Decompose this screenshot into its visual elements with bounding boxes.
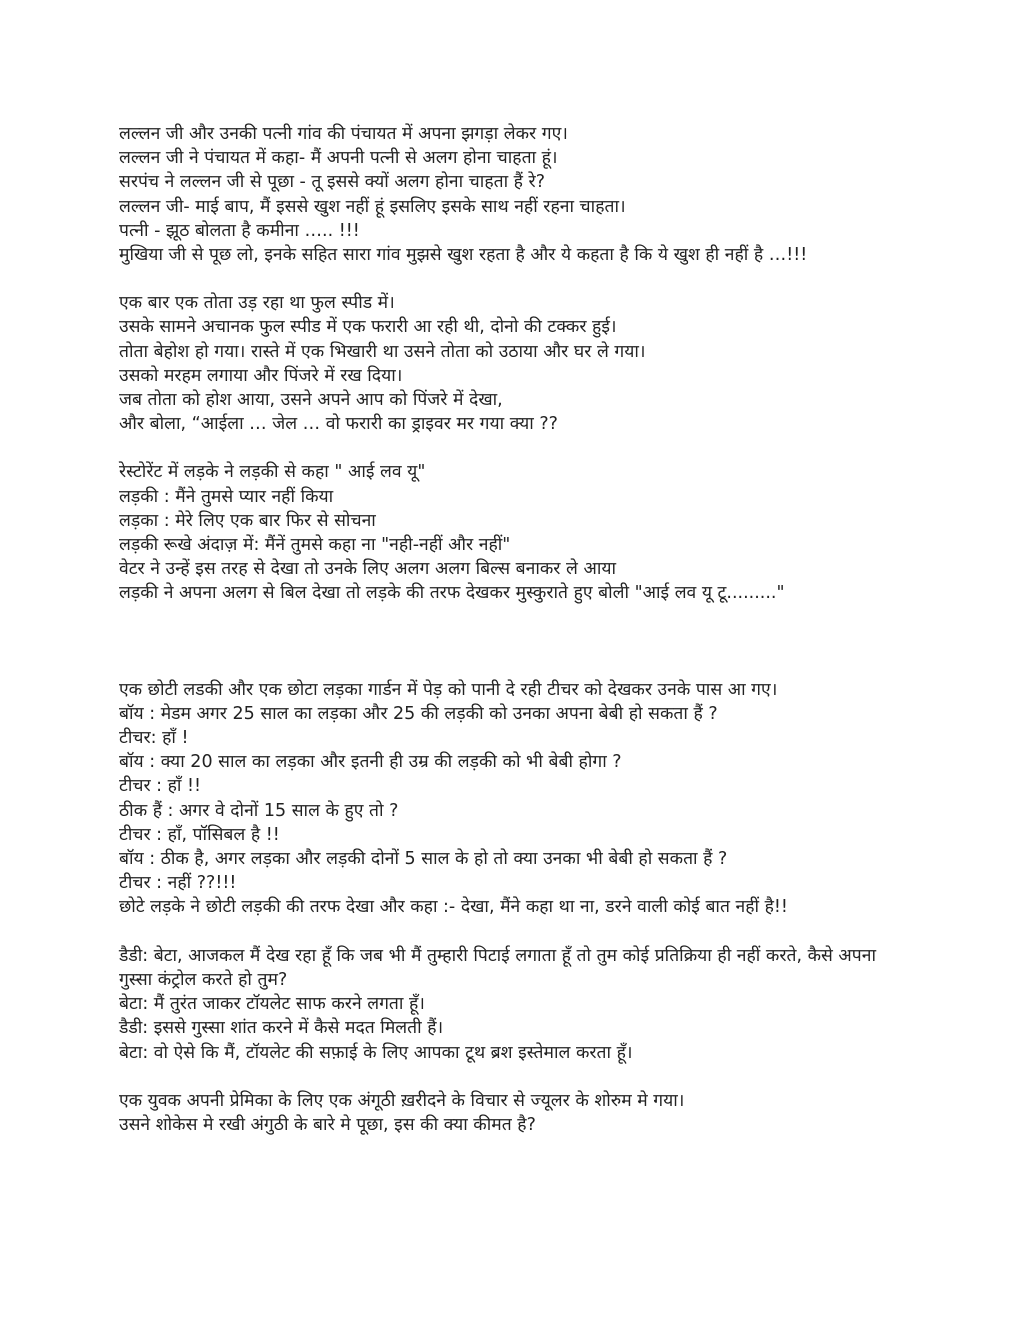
- text-line: एक छोटी लडकी और एक छोटा लड़का गार्डन में पेड़ को पानी दे रही टीचर को देखकर उनके पास आ गए।: [119, 679, 778, 700]
- text-line: लल्लन जी और उनकी पत्नी गांव की पंचायत में अपना झगड़ा लेकर गए।: [119, 124, 568, 144]
- text-line: छोटे लड़के ने छोटी लड़की की तरफ देखा और कहा :- देखा, मैंने कहा था ना, डरने वाली कोई बात नहीं है!!: [119, 897, 788, 918]
- text-line: लड़की : मैंने तुमसे प्यार नहीं किया: [119, 486, 334, 507]
- joke-parrot: [119, 291, 909, 436]
- text-line: बेटा: वो ऐसे कि मैं, टॉयलेट की सफ़ाई के लिए आपका टूथ ब्रश इस्तेमाल करता हूँ।: [119, 1042, 633, 1063]
- paragraph-gap: [119, 606, 909, 678]
- paragraph-gap: [119, 436, 909, 460]
- text-line: लड़की ने अपना अलग से बिल देखा तो लड़के की तरफ देखकर मुस्कुराते हुए बोली "आई लव यू टू.........": [119, 583, 785, 604]
- text-line: एक बार एक तोता उड़ रहा था फुल स्पीड में।: [119, 293, 395, 314]
- text-line: टीचर : नहीं ??!!!: [119, 873, 237, 894]
- text-line: मुखिया जी से पूछ लो, इनके सहित सारा गांव मुझसे खुश रहता है और ये कहता है कि ये खुश ही नहीं है …!!!: [119, 245, 808, 266]
- text-line: बॉय : ठीक है, अगर लड़का और लड़की दोनों 5 साल के हो तो क्या उनका भी बेबी हो सकता हैं ?: [119, 849, 728, 870]
- paragraph-gap: [119, 1065, 909, 1089]
- text-line: तोता बेहोश हो गया। रास्ते में एक भिखारी था उसने तोता को उठाया और घर ले गया।: [119, 341, 646, 362]
- text-line: बॉय : क्या 20 साल का लड़का और इतनी ही उम्र की लड़की को भी बेबी होगा ?: [119, 752, 622, 773]
- text-line: डैडी: इससे गुस्सा शांत करने में कैसे मदत मिलती हैं।: [119, 1018, 444, 1039]
- text-line: बेटा: मैं तुरंत जाकर टॉयलेट साफ करने लगता हूँ।: [119, 994, 425, 1015]
- text-line: ठीक हैं : अगर वे दोनों 15 साल के हुए तो ?: [119, 800, 399, 821]
- joke-ring: [119, 1089, 909, 1137]
- text-line: टीचर : हाँ, पॉसिबल है !!: [119, 824, 280, 845]
- text-line: उसके सामने अचानक फुल स्पीड में एक फरारी आ रही थी, दोनो की टक्कर हुई।: [119, 317, 617, 338]
- paragraph-gap: [119, 267, 909, 291]
- joke-restaurant: [119, 460, 909, 605]
- text-line: सरपंच ने लल्लन जी से पूछा - तू इससे क्यों अलग होना चाहता हैं रे?: [119, 172, 545, 193]
- text-line: रेस्टोरेंट में लड़के ने लड़की से कहा " आई लव यू": [119, 462, 426, 483]
- text-line: जब तोता को होश आया, उसने अपने आप को पिंजरे में देखा,: [119, 390, 503, 411]
- paragraph-gap: [119, 920, 909, 944]
- joke-teacher: [119, 678, 909, 920]
- text-line: टीचर : हाँ !!: [119, 776, 202, 797]
- joke-lallan: [119, 122, 909, 267]
- text-line: वेटर ने उन्हें इस तरह से देखा तो उनके लिए अलग अलग बिल्स बनाकर ले आया: [119, 559, 617, 580]
- text-line: पत्नी - झूठ बोलता है कमीना ….. !!!: [119, 220, 360, 241]
- text-line: लल्लन जी ने पंचायत में कहा- मैं अपनी पत्नी से अलग होना चाहता हूं।: [119, 148, 558, 169]
- text-line: लड़का : मेरे लिए एक बार फिर से सोचना: [119, 510, 376, 531]
- joke-daddy: [119, 944, 909, 1065]
- text-line: लल्लन जी- माई बाप, मैं इससे खुश नहीं हूं इसलिए इसके साथ नहीं रहना चाहता।: [119, 196, 626, 217]
- text-line: एक युवक अपनी प्रेमिका के लिए एक अंगूठी ख़रीदने के विचार से ज्यूलर के शोरुम मे गया।: [119, 1090, 685, 1111]
- text-line: डैडी: बेटा, आजकल मैं देख रहा हूँ कि जब भी मैं तुम्हारी पिटाई लगाता हूँ तो तुम कोई प्रतिक्रिया ही नहीं करते, कैसे अपना गुस्सा कंट्रोल करते हो तुम?: [119, 945, 876, 990]
- text-line: उसने शोकेस मे रखी अंगुठी के बारे मे पूछा, इस की क्या कीमत है?: [119, 1114, 536, 1135]
- text-line: लड़की रूखे अंदाज़ में: मैंनें तुमसे कहा ना "नही-नहीं और नहीं": [119, 535, 511, 556]
- text-line: उसको मरहम लगाया और पिंजरे में रख दिया।: [119, 365, 403, 386]
- text-line: बॉय : मेडम अगर 25 साल का लड़का और 25 की लड़की को उनका अपना बेबी हो सकता हैं ?: [119, 703, 718, 724]
- text-line: और बोला, “आईला … जेल … वो फरारी का ड्राइवर मर गया क्या ??: [119, 414, 558, 435]
- text-line: टीचर: हाँ !: [119, 728, 189, 749]
- document-page: [119, 122, 909, 1137]
